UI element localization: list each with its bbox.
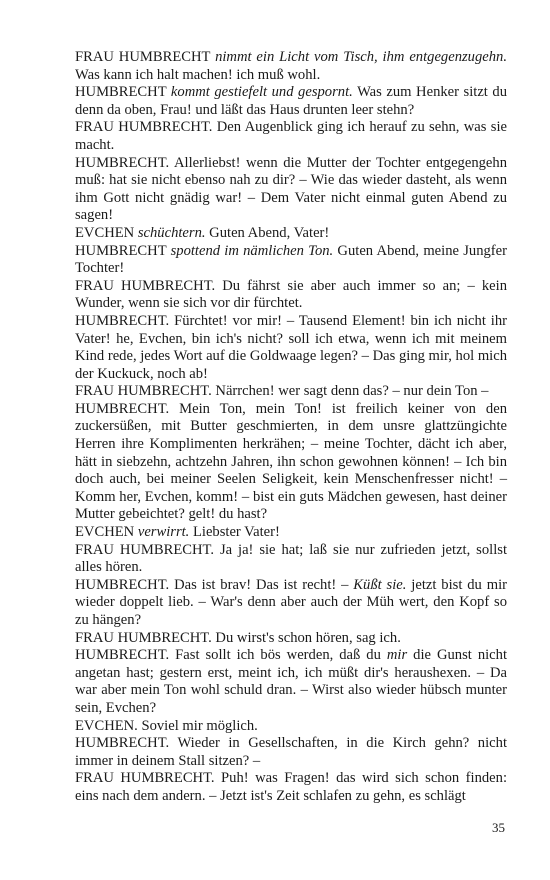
dialogue-text: EVCHEN. Soviel mir möglich. bbox=[75, 717, 258, 734]
stage-direction: verwirrt. bbox=[137, 524, 190, 541]
stage-direction: schüchtern. bbox=[137, 224, 206, 241]
stage-direction: spottend im nämlichen Ton. bbox=[170, 242, 334, 259]
dialogue-text: Was zum Henker sitzt du denn da oben, Frau! und läßt das Haus drunten leer stehn? bbox=[75, 84, 508, 118]
dialogue-text: FRAU HUMBRECHT. Du wirst's schon hören, sag ich. bbox=[75, 629, 401, 646]
dialogue-paragraph bbox=[75, 225, 507, 243]
dialogue-text: EVCHEN bbox=[75, 524, 138, 541]
dialogue-text: HUMBRECHT. Allerliebst! wenn die Mutter der Tochter entgegengehn muß: hat sie nicht ebenso nah zu dir? – Wie das wieder dasteht, als wenn ihm Gott nicht gnädig war! – Dem Vater nicht einmal guten Abend zu sagen! bbox=[75, 154, 507, 224]
dialogue-paragraph bbox=[75, 577, 507, 630]
stage-direction: nimmt ein Licht vom Tisch, ihm entgegenzugehn. bbox=[215, 49, 507, 65]
dialogue-paragraph bbox=[75, 770, 507, 805]
dialogue-paragraph bbox=[75, 155, 507, 225]
dialogue-text: HUMBRECHT. Fürchtet! vor mir! – Tausend Element! bin ich nicht ihr Vater! he, Evchen, bin ich's nicht? soll ich etwa, wenn ich mit meinem Kind rede, jedes Wort auf die Goldwaage legen? – Das ging mir, hol mich der Kuckuck, noch ab! bbox=[75, 312, 508, 382]
dialogue-paragraph bbox=[75, 630, 507, 648]
dialogue-text: HUMBRECHT. Das ist brav! Das ist recht! – bbox=[75, 576, 354, 593]
page-number: 35 bbox=[492, 820, 505, 835]
dialogue-text: Was kann ich halt machen! ich muß wohl. bbox=[75, 66, 321, 83]
dialogue-paragraph bbox=[75, 718, 507, 736]
dialogue-text: Guten Abend, meine Jungfer Tochter! bbox=[75, 242, 507, 277]
dialogue-text: FRAU HUMBRECHT. Den Augenblick ging ich herauf zu sehn, was sie macht. bbox=[75, 119, 507, 153]
stage-direction: Küßt sie. bbox=[353, 576, 407, 593]
dialogue-paragraph bbox=[75, 524, 507, 542]
dialogue-paragraph bbox=[75, 542, 507, 577]
page-body bbox=[75, 49, 507, 806]
dialogue-text: Liebster Vater! bbox=[189, 524, 280, 541]
dialogue-text: HUMBRECHT. Fast sollt ich bös werden, daß du bbox=[75, 647, 387, 664]
dialogue-text: Guten Abend, Vater! bbox=[205, 224, 330, 241]
dialogue-text: FRAU HUMBRECHT. Närrchen! wer sagt denn das? – nur dein Ton – bbox=[75, 383, 489, 400]
dialogue-text: FRAU HUMBRECHT. Du fährst sie aber auch immer so an; – kein Wunder, wenn sie sich vor dir fürchtet. bbox=[75, 277, 507, 312]
dialogue-text: HUMBRECHT. Mein Ton, mein Ton! ist freilich keiner von den zuckersüßen, mit Butter geschmierten, in dem unsre glattzüngichte Herren ihre Komplimenten herkrähen; – meine Tochter, dächt ich aber, hätt in siebzehn, achtzehn Jahren, ihn schon gewohnen können! – Ich bin doch auch, bei meiner Seelen Seligkeit, kein Menschenfresser nicht! – Komm her, Evchen, komm! – bist ein guts Mädchen gewesen, hast deiner Mutter gebeichtet? gelt! du hast? bbox=[75, 400, 507, 523]
dialogue-text: jetzt bist du mir wieder doppelt lieb. – War's denn aber auch der Müh wert, den Kopf so zu hängen? bbox=[75, 576, 507, 628]
stage-direction: mir bbox=[386, 647, 408, 664]
dialogue-text: HUMBRECHT bbox=[75, 84, 171, 101]
dialogue-paragraph bbox=[75, 647, 507, 717]
dialogue-paragraph bbox=[75, 735, 507, 770]
dialogue-paragraph bbox=[75, 278, 507, 313]
dialogue-text: FRAU HUMBRECHT. Ja ja! sie hat; laß sie nur zufrieden jetzt, sollst alles hören. bbox=[75, 541, 507, 576]
dialogue-text: EVCHEN bbox=[75, 224, 138, 241]
dialogue-text: HUMBRECHT bbox=[75, 242, 171, 259]
dialogue-paragraph bbox=[75, 401, 507, 524]
dialogue-paragraph bbox=[75, 313, 507, 383]
stage-direction: kommt gestiefelt und gespornt. bbox=[170, 84, 353, 101]
dialogue-text: die Gunst nicht angetan hast; gestern erst, meint ich, ich müßt dir's heraushexen. – Da war aber mein Ton wohl schuld dran. – Wirst also wieder hübsch munter sein, Evchen? bbox=[75, 647, 507, 716]
dialogue-text: FRAU HUMBRECHT bbox=[75, 49, 216, 65]
dialogue-paragraph bbox=[75, 119, 507, 154]
dialogue-text: HUMBRECHT. Wieder in Gesellschaften, in die Kirch gehn? nicht immer in deinem Stall sitzen? – bbox=[75, 735, 507, 769]
dialogue-paragraph bbox=[75, 84, 507, 119]
dialogue-paragraph bbox=[75, 383, 507, 401]
dialogue-paragraph bbox=[75, 49, 507, 84]
dialogue-paragraph bbox=[75, 243, 507, 278]
dialogue-text: FRAU HUMBRECHT. Puh! was Fragen! das wird sich schon finden: eins nach dem andern. – Jetzt ist's Zeit schlafen zu gehn, es schlägt bbox=[75, 770, 507, 804]
